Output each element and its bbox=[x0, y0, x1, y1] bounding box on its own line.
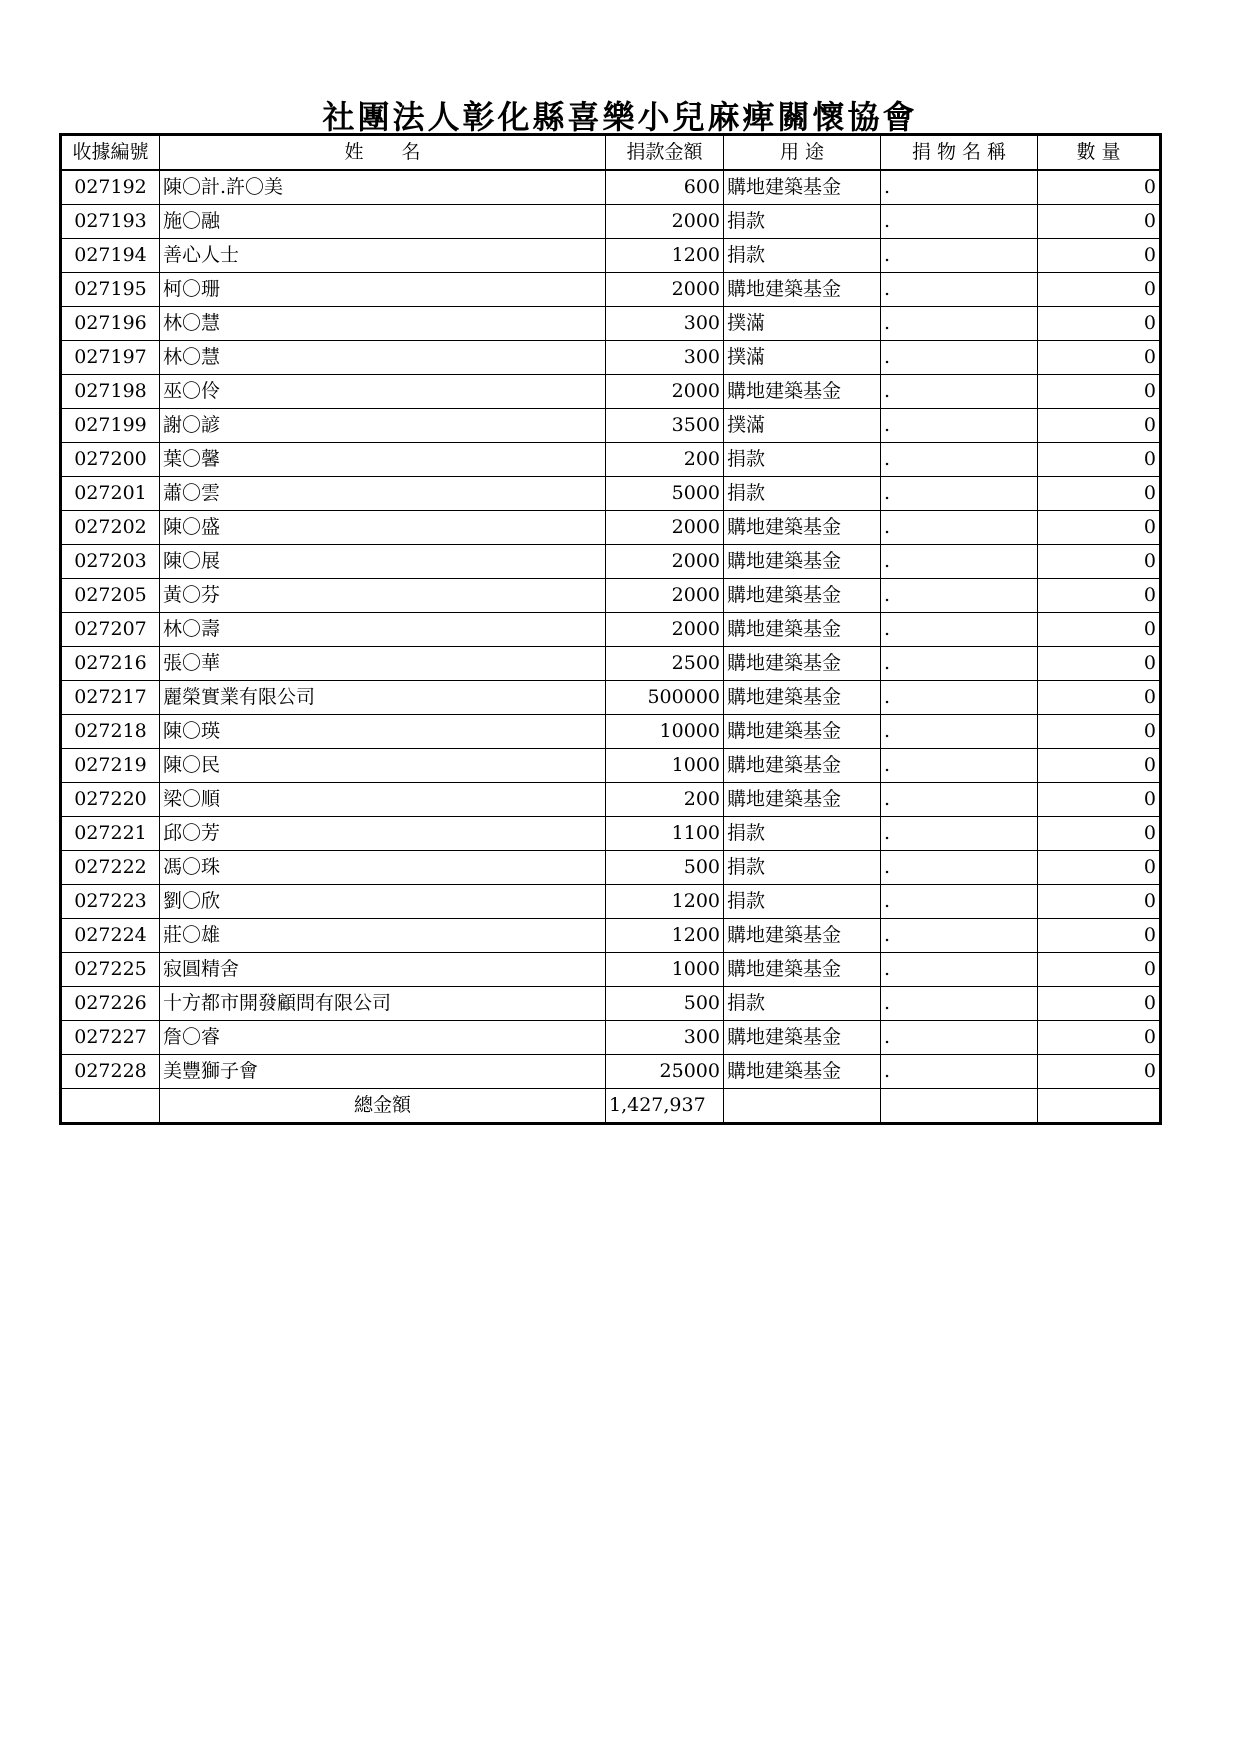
item-name-cell: . bbox=[881, 443, 1038, 477]
purpose-cell: 捐款 bbox=[724, 443, 881, 477]
quantity-cell: 0 bbox=[1038, 919, 1161, 953]
amount-cell: 300 bbox=[606, 341, 724, 375]
item-name-cell: . bbox=[881, 817, 1038, 851]
item-name-cell: . bbox=[881, 375, 1038, 409]
receipt-no-cell: 027228 bbox=[61, 1055, 160, 1089]
item-name-cell: . bbox=[881, 783, 1038, 817]
item-name-cell: . bbox=[881, 953, 1038, 987]
donor-name-cell: 寂圓精舍 bbox=[160, 953, 606, 987]
total-amount: 1,427,937 bbox=[606, 1089, 724, 1124]
quantity-cell: 0 bbox=[1038, 885, 1161, 919]
quantity-cell: 0 bbox=[1038, 647, 1161, 681]
table-row bbox=[61, 511, 1161, 545]
amount-cell: 600 bbox=[606, 170, 724, 205]
donor-name-cell: 陳〇瑛 bbox=[160, 715, 606, 749]
table-row bbox=[61, 919, 1161, 953]
table-row bbox=[61, 749, 1161, 783]
amount-cell: 2000 bbox=[606, 205, 724, 239]
table-body bbox=[61, 170, 1161, 1089]
quantity-cell: 0 bbox=[1038, 1021, 1161, 1055]
item-name-cell: . bbox=[881, 273, 1038, 307]
item-name-cell: . bbox=[881, 409, 1038, 443]
donor-name-cell: 巫〇伶 bbox=[160, 375, 606, 409]
total-empty-cell bbox=[724, 1089, 881, 1124]
receipt-no-cell: 027216 bbox=[61, 647, 160, 681]
quantity-cell: 0 bbox=[1038, 545, 1161, 579]
table-row bbox=[61, 953, 1161, 987]
item-name-cell: . bbox=[881, 579, 1038, 613]
purpose-cell: 捐款 bbox=[724, 817, 881, 851]
receipt-no-cell: 027197 bbox=[61, 341, 160, 375]
table-header bbox=[61, 135, 1161, 171]
receipt-no-cell: 027203 bbox=[61, 545, 160, 579]
table-row bbox=[61, 341, 1161, 375]
amount-cell: 1200 bbox=[606, 239, 724, 273]
quantity-cell: 0 bbox=[1038, 443, 1161, 477]
purpose-cell: 購地建築基金 bbox=[724, 545, 881, 579]
item-name-cell: . bbox=[881, 511, 1038, 545]
donor-name-cell: 張〇華 bbox=[160, 647, 606, 681]
item-name-cell: . bbox=[881, 681, 1038, 715]
table-row bbox=[61, 715, 1161, 749]
donor-name-cell: 莊〇雄 bbox=[160, 919, 606, 953]
donor-name-cell: 陳〇盛 bbox=[160, 511, 606, 545]
purpose-cell: 購地建築基金 bbox=[724, 1055, 881, 1089]
amount-cell: 2000 bbox=[606, 511, 724, 545]
purpose-cell: 購地建築基金 bbox=[724, 715, 881, 749]
donor-name-cell: 黃〇芬 bbox=[160, 579, 606, 613]
total-empty-cell bbox=[1038, 1089, 1161, 1124]
item-name-cell: . bbox=[881, 987, 1038, 1021]
table-row bbox=[61, 647, 1161, 681]
item-name-cell: . bbox=[881, 1021, 1038, 1055]
receipt-no-cell: 027222 bbox=[61, 851, 160, 885]
donor-name-cell: 施〇融 bbox=[160, 205, 606, 239]
donor-name-cell: 十方都市開發顧問有限公司 bbox=[160, 987, 606, 1021]
header-name: 姓 名 bbox=[160, 135, 606, 171]
total-label: 總金額 bbox=[160, 1089, 606, 1124]
header-purpose: 用 途 bbox=[724, 135, 881, 171]
purpose-cell: 撲滿 bbox=[724, 307, 881, 341]
receipt-no-cell: 027201 bbox=[61, 477, 160, 511]
table-row bbox=[61, 545, 1161, 579]
quantity-cell: 0 bbox=[1038, 749, 1161, 783]
quantity-cell: 0 bbox=[1038, 273, 1161, 307]
quantity-cell: 0 bbox=[1038, 170, 1161, 205]
amount-cell: 2000 bbox=[606, 613, 724, 647]
donor-name-cell: 麗榮實業有限公司 bbox=[160, 681, 606, 715]
purpose-cell: 購地建築基金 bbox=[724, 953, 881, 987]
receipt-no-cell: 027194 bbox=[61, 239, 160, 273]
purpose-cell: 購地建築基金 bbox=[724, 919, 881, 953]
item-name-cell: . bbox=[881, 851, 1038, 885]
table-row bbox=[61, 1021, 1161, 1055]
amount-cell: 200 bbox=[606, 783, 724, 817]
donor-name-cell: 陳〇民 bbox=[160, 749, 606, 783]
receipt-no-cell: 027200 bbox=[61, 443, 160, 477]
quantity-cell: 0 bbox=[1038, 715, 1161, 749]
receipt-no-cell: 027192 bbox=[61, 170, 160, 205]
quantity-cell: 0 bbox=[1038, 613, 1161, 647]
receipt-no-cell: 027223 bbox=[61, 885, 160, 919]
donation-table bbox=[59, 133, 1162, 1125]
item-name-cell: . bbox=[881, 545, 1038, 579]
receipt-no-cell: 027205 bbox=[61, 579, 160, 613]
purpose-cell: 購地建築基金 bbox=[724, 170, 881, 205]
table-row bbox=[61, 205, 1161, 239]
total-empty-cell bbox=[881, 1089, 1038, 1124]
table-row bbox=[61, 477, 1161, 511]
item-name-cell: . bbox=[881, 205, 1038, 239]
table-row bbox=[61, 613, 1161, 647]
table-row bbox=[61, 307, 1161, 341]
item-name-cell: . bbox=[881, 1055, 1038, 1089]
amount-cell: 5000 bbox=[606, 477, 724, 511]
donor-name-cell: 邱〇芳 bbox=[160, 817, 606, 851]
receipt-no-cell: 027220 bbox=[61, 783, 160, 817]
header-quantity: 數 量 bbox=[1038, 135, 1161, 171]
purpose-cell: 購地建築基金 bbox=[724, 579, 881, 613]
item-name-cell: . bbox=[881, 647, 1038, 681]
receipt-no-cell: 027207 bbox=[61, 613, 160, 647]
quantity-cell: 0 bbox=[1038, 851, 1161, 885]
item-name-cell: . bbox=[881, 919, 1038, 953]
item-name-cell: . bbox=[881, 715, 1038, 749]
table-row bbox=[61, 987, 1161, 1021]
quantity-cell: 0 bbox=[1038, 307, 1161, 341]
purpose-cell: 購地建築基金 bbox=[724, 375, 881, 409]
table-row bbox=[61, 579, 1161, 613]
quantity-cell: 0 bbox=[1038, 953, 1161, 987]
table-row bbox=[61, 170, 1161, 205]
quantity-cell: 0 bbox=[1038, 1055, 1161, 1089]
quantity-cell: 0 bbox=[1038, 341, 1161, 375]
quantity-cell: 0 bbox=[1038, 409, 1161, 443]
table-row bbox=[61, 239, 1161, 273]
receipt-no-cell: 027221 bbox=[61, 817, 160, 851]
receipt-no-cell: 027217 bbox=[61, 681, 160, 715]
item-name-cell: . bbox=[881, 307, 1038, 341]
receipt-no-cell: 027198 bbox=[61, 375, 160, 409]
header-item-name: 捐 物 名 稱 bbox=[881, 135, 1038, 171]
donor-name-cell: 馮〇珠 bbox=[160, 851, 606, 885]
amount-cell: 3500 bbox=[606, 409, 724, 443]
donor-name-cell: 梁〇順 bbox=[160, 783, 606, 817]
table-row bbox=[61, 681, 1161, 715]
receipt-no-cell: 027225 bbox=[61, 953, 160, 987]
purpose-cell: 購地建築基金 bbox=[724, 783, 881, 817]
amount-cell: 2000 bbox=[606, 375, 724, 409]
item-name-cell: . bbox=[881, 885, 1038, 919]
total-empty-cell bbox=[61, 1089, 160, 1124]
receipt-no-cell: 027199 bbox=[61, 409, 160, 443]
header-amount: 捐款金額 bbox=[606, 135, 724, 171]
donor-name-cell: 劉〇欣 bbox=[160, 885, 606, 919]
amount-cell: 1100 bbox=[606, 817, 724, 851]
amount-cell: 25000 bbox=[606, 1055, 724, 1089]
receipt-no-cell: 027196 bbox=[61, 307, 160, 341]
receipt-no-cell: 027219 bbox=[61, 749, 160, 783]
table-row bbox=[61, 409, 1161, 443]
amount-cell: 10000 bbox=[606, 715, 724, 749]
receipt-no-cell: 027224 bbox=[61, 919, 160, 953]
header-receipt-no: 收據編號 bbox=[61, 135, 160, 171]
table-row bbox=[61, 851, 1161, 885]
donor-name-cell: 善心人士 bbox=[160, 239, 606, 273]
donor-name-cell: 陳〇展 bbox=[160, 545, 606, 579]
table-row bbox=[61, 783, 1161, 817]
purpose-cell: 捐款 bbox=[724, 987, 881, 1021]
table-row bbox=[61, 443, 1161, 477]
purpose-cell: 購地建築基金 bbox=[724, 681, 881, 715]
amount-cell: 1000 bbox=[606, 953, 724, 987]
purpose-cell: 購地建築基金 bbox=[724, 1021, 881, 1055]
total-row bbox=[61, 1089, 1161, 1124]
header-row bbox=[61, 135, 1161, 171]
quantity-cell: 0 bbox=[1038, 511, 1161, 545]
receipt-no-cell: 027226 bbox=[61, 987, 160, 1021]
item-name-cell: . bbox=[881, 170, 1038, 205]
purpose-cell: 購地建築基金 bbox=[724, 511, 881, 545]
donor-name-cell: 謝〇諺 bbox=[160, 409, 606, 443]
quantity-cell: 0 bbox=[1038, 783, 1161, 817]
amount-cell: 500 bbox=[606, 851, 724, 885]
receipt-no-cell: 027218 bbox=[61, 715, 160, 749]
receipt-no-cell: 027227 bbox=[61, 1021, 160, 1055]
receipt-no-cell: 027195 bbox=[61, 273, 160, 307]
quantity-cell: 0 bbox=[1038, 375, 1161, 409]
amount-cell: 2000 bbox=[606, 545, 724, 579]
purpose-cell: 捐款 bbox=[724, 885, 881, 919]
item-name-cell: . bbox=[881, 613, 1038, 647]
table-row bbox=[61, 375, 1161, 409]
purpose-cell: 捐款 bbox=[724, 477, 881, 511]
quantity-cell: 0 bbox=[1038, 579, 1161, 613]
amount-cell: 300 bbox=[606, 1021, 724, 1055]
donor-name-cell: 林〇壽 bbox=[160, 613, 606, 647]
donor-name-cell: 林〇慧 bbox=[160, 341, 606, 375]
item-name-cell: . bbox=[881, 239, 1038, 273]
purpose-cell: 捐款 bbox=[724, 239, 881, 273]
purpose-cell: 撲滿 bbox=[724, 409, 881, 443]
quantity-cell: 0 bbox=[1038, 681, 1161, 715]
quantity-cell: 0 bbox=[1038, 239, 1161, 273]
amount-cell: 1200 bbox=[606, 919, 724, 953]
purpose-cell: 撲滿 bbox=[724, 341, 881, 375]
donor-name-cell: 蕭〇雲 bbox=[160, 477, 606, 511]
table-footer bbox=[61, 1089, 1161, 1124]
donor-name-cell: 詹〇睿 bbox=[160, 1021, 606, 1055]
table-row bbox=[61, 273, 1161, 307]
donor-name-cell: 柯〇珊 bbox=[160, 273, 606, 307]
quantity-cell: 0 bbox=[1038, 205, 1161, 239]
donor-name-cell: 葉〇馨 bbox=[160, 443, 606, 477]
amount-cell: 500 bbox=[606, 987, 724, 1021]
receipt-no-cell: 027193 bbox=[61, 205, 160, 239]
table-row bbox=[61, 1055, 1161, 1089]
donor-name-cell: 美豐獅子會 bbox=[160, 1055, 606, 1089]
item-name-cell: . bbox=[881, 749, 1038, 783]
quantity-cell: 0 bbox=[1038, 477, 1161, 511]
purpose-cell: 捐款 bbox=[724, 851, 881, 885]
amount-cell: 2000 bbox=[606, 579, 724, 613]
purpose-cell: 購地建築基金 bbox=[724, 613, 881, 647]
amount-cell: 1000 bbox=[606, 749, 724, 783]
amount-cell: 200 bbox=[606, 443, 724, 477]
amount-cell: 300 bbox=[606, 307, 724, 341]
amount-cell: 1200 bbox=[606, 885, 724, 919]
table-row bbox=[61, 885, 1161, 919]
purpose-cell: 購地建築基金 bbox=[724, 749, 881, 783]
purpose-cell: 購地建築基金 bbox=[724, 273, 881, 307]
amount-cell: 500000 bbox=[606, 681, 724, 715]
document-title: 社團法人彰化縣喜樂小兒麻痺關懷協會 bbox=[322, 98, 918, 137]
amount-cell: 2000 bbox=[606, 273, 724, 307]
quantity-cell: 0 bbox=[1038, 987, 1161, 1021]
receipt-no-cell: 027202 bbox=[61, 511, 160, 545]
purpose-cell: 捐款 bbox=[724, 205, 881, 239]
item-name-cell: . bbox=[881, 477, 1038, 511]
table-row bbox=[61, 817, 1161, 851]
donor-name-cell: 林〇慧 bbox=[160, 307, 606, 341]
donor-name-cell: 陳〇計.許〇美 bbox=[160, 170, 606, 205]
item-name-cell: . bbox=[881, 341, 1038, 375]
amount-cell: 2500 bbox=[606, 647, 724, 681]
quantity-cell: 0 bbox=[1038, 817, 1161, 851]
purpose-cell: 購地建築基金 bbox=[724, 647, 881, 681]
